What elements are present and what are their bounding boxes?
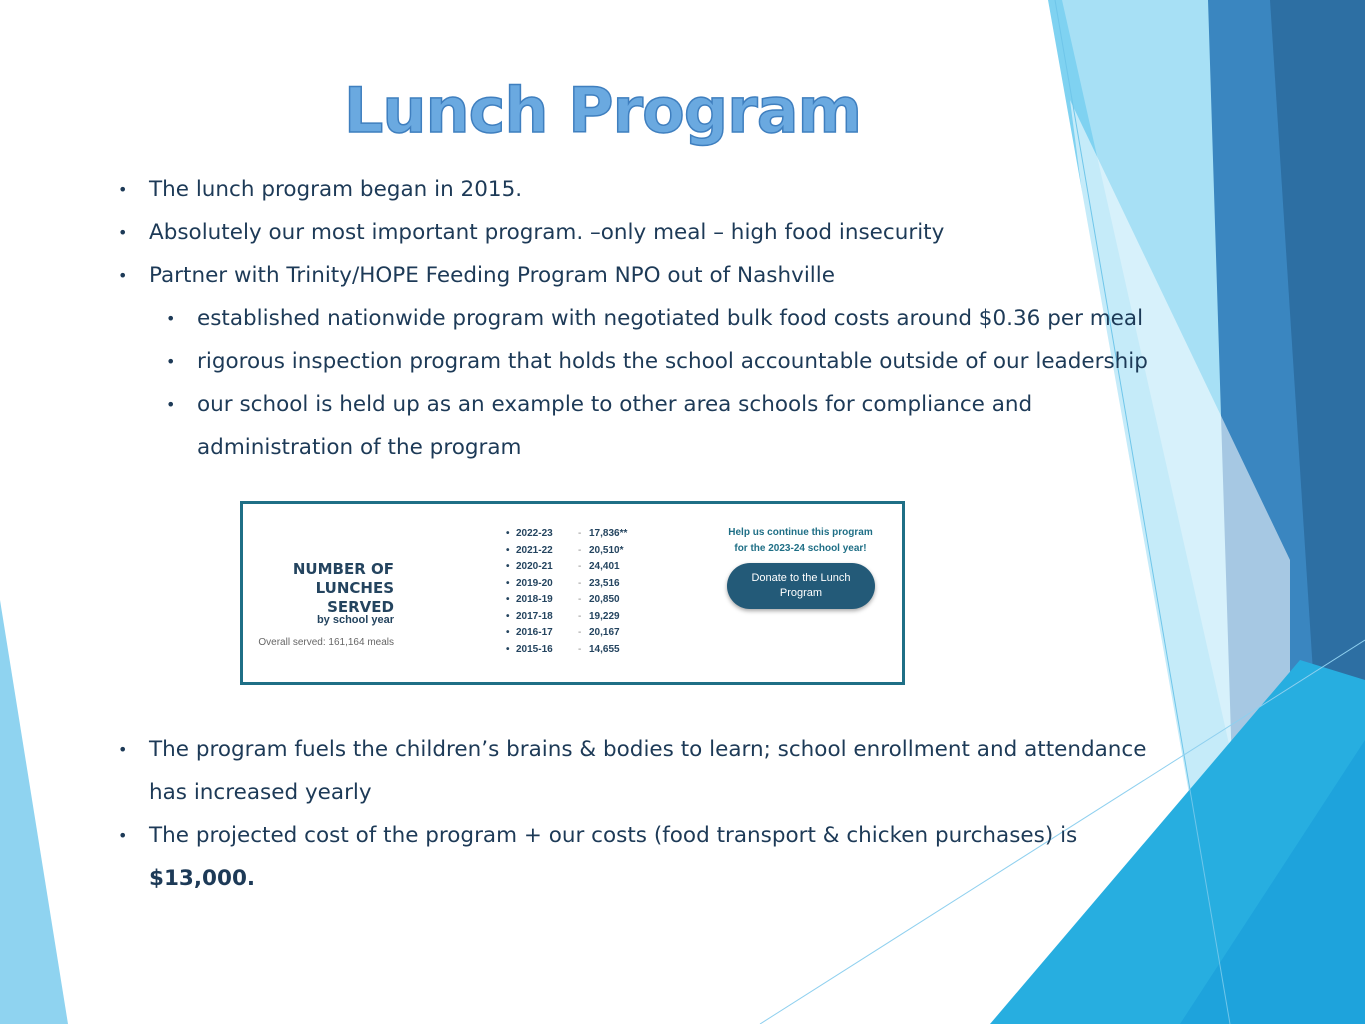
bullet-list-bottom <box>118 728 1178 900</box>
year-separator: - <box>578 528 582 539</box>
bullet-glyph: • <box>506 561 510 572</box>
year-separator: - <box>578 610 582 622</box>
year-label: 2020-21 <box>516 561 553 572</box>
sub-bullet-item <box>118 383 1178 426</box>
bullet-glyph: • <box>166 352 176 371</box>
year-label: 2019-20 <box>516 577 553 589</box>
year-row <box>506 642 627 659</box>
bullet-glyph: • <box>506 610 510 622</box>
bullet-glyph: • <box>118 180 128 199</box>
bullet-text: The projected cost of the program + our costs (food transport & chicken purchases) is <box>149 823 1078 848</box>
year-separator: - <box>578 544 582 556</box>
sub-bullet-item <box>118 297 1178 340</box>
bullet-glyph: • <box>118 826 128 845</box>
sub-bullet-item <box>118 340 1178 383</box>
cost-amount: $13,000. <box>149 866 256 891</box>
embed-heading-line: NUMBER OF <box>292 560 394 578</box>
year-count: 20,167 <box>589 627 620 638</box>
embed-heading-line: SERVED <box>327 598 394 616</box>
year-list <box>506 526 627 658</box>
bullet-glyph: • <box>166 309 176 328</box>
bullet-text: has increased yearly <box>149 780 372 805</box>
year-label: 2022-23 <box>516 528 553 539</box>
donate-button[interactable]: Donate to the Lunch Program <box>727 563 875 609</box>
bullet-glyph: • <box>506 594 510 605</box>
bullet-text: rigorous inspection program that holds the school accountable outside of our leadership <box>197 349 1148 374</box>
year-label: 2017-18 <box>516 610 553 622</box>
bullet-glyph: • <box>506 544 510 556</box>
bullet-glyph: • <box>166 395 176 414</box>
bullet-glyph: • <box>118 266 128 285</box>
slide-title: Lunch Program <box>343 74 862 147</box>
year-count: 20,510* <box>589 544 624 556</box>
bullet-glyph: • <box>118 740 128 759</box>
bullet-text: The lunch program began in 2015. <box>149 177 523 202</box>
bullet-glyph: • <box>506 528 510 539</box>
bullet-text: Partner with Trinity/HOPE Feeding Program NPO out of Nashville <box>149 263 835 288</box>
bullet-item <box>118 211 1178 254</box>
bullet-text: established nationwide program with negotiated bulk food costs around $0.36 per meal <box>197 306 1144 331</box>
bullet-glyph: • <box>506 643 510 655</box>
bullet-text: our school is held up as an example to other area schools for compliance and <box>197 392 1033 417</box>
year-count: 23,516 <box>589 577 620 589</box>
embed-heading <box>293 560 394 617</box>
year-label: 2018-19 <box>516 594 553 605</box>
sub-bullet-continuation <box>118 426 1178 469</box>
year-separator: - <box>578 561 582 572</box>
embed-heading-line: LUNCHES <box>315 579 394 597</box>
year-count: 24,401 <box>589 561 620 572</box>
bullet-glyph: • <box>506 627 510 638</box>
left-accent-shape <box>0 600 68 1024</box>
bullet-glyph: • <box>118 223 128 242</box>
year-separator: - <box>578 577 582 589</box>
bullet-continuation <box>118 857 1178 900</box>
year-row <box>506 543 627 560</box>
year-label: 2016-17 <box>516 627 553 638</box>
year-separator: - <box>578 594 582 605</box>
year-row <box>506 559 627 576</box>
bullet-item <box>118 168 1178 211</box>
lunch-stats-embed <box>240 501 905 685</box>
bullet-text: Absolutely our most important program. –only meal – high food insecurity <box>149 220 945 245</box>
year-separator: - <box>578 627 582 638</box>
year-row <box>506 592 627 609</box>
bullet-text: administration of the program <box>197 435 522 460</box>
year-label: 2021-22 <box>516 544 553 556</box>
year-count: 20,850 <box>589 594 620 605</box>
year-row <box>506 526 627 543</box>
bullet-item <box>118 814 1178 857</box>
help-text <box>713 525 888 557</box>
help-text-line: Help us continue this program <box>728 527 873 538</box>
year-count: 19,229 <box>589 610 620 622</box>
year-label: 2015-16 <box>516 643 553 655</box>
year-count: 17,836** <box>589 528 628 539</box>
bullet-continuation <box>118 771 1178 814</box>
help-text-line: for the 2023-24 school year! <box>734 543 867 554</box>
year-row <box>506 625 627 642</box>
bullet-list-top <box>118 168 1178 469</box>
embed-total: Overall served: 161,164 meals <box>258 637 394 648</box>
embed-subheading: by school year <box>316 614 394 626</box>
bullet-text: The program fuels the children’s brains & bodies to learn; school enrollment and attendance <box>149 737 1147 762</box>
year-row <box>506 609 627 626</box>
bullet-item <box>118 728 1178 771</box>
year-count: 14,655 <box>589 643 620 655</box>
year-separator: - <box>578 643 582 655</box>
bullet-glyph: • <box>506 577 510 589</box>
year-row <box>506 576 627 593</box>
bullet-item <box>118 254 1178 297</box>
